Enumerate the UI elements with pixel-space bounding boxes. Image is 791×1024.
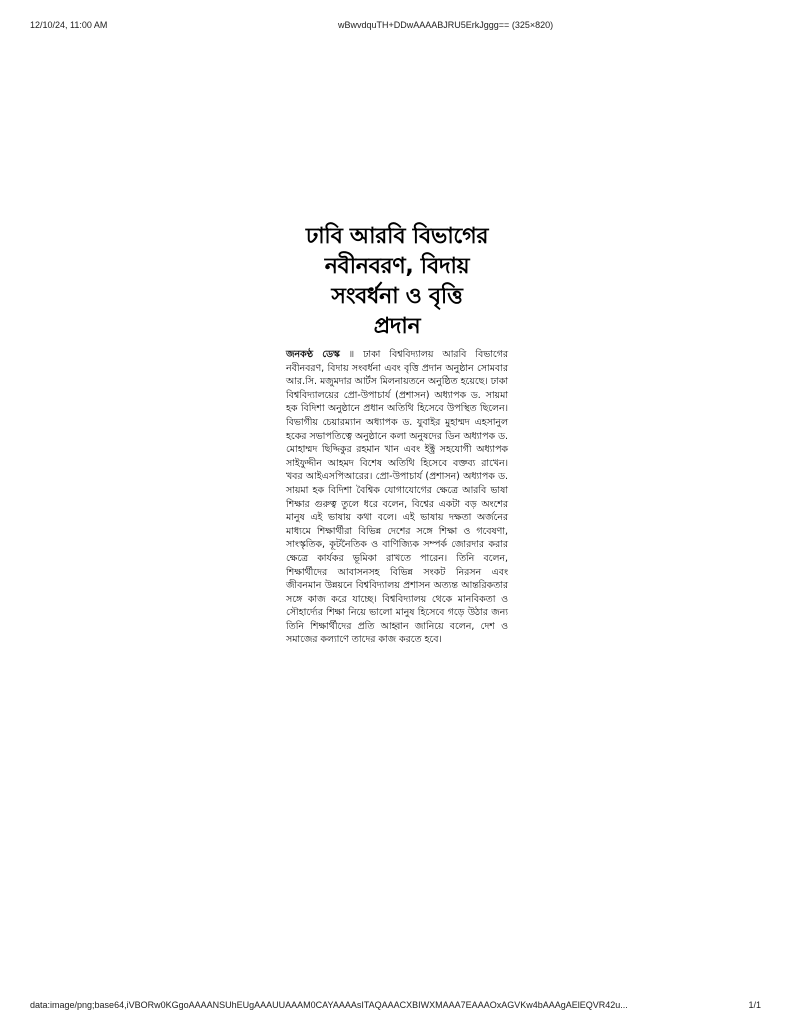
print-source-url: data:image/png;base64,iVBORw0KGgoAAAANSUhEUgAAAUUAAAM0CAYAAAAsITAQAAACXBIWXMAAA7EAAAOxAGVKw4bAAAgAElEQVR42u... <box>30 1000 628 1010</box>
newspaper-clipping <box>286 222 508 647</box>
headline-line: সংবর্ধনা ও বৃত্তি <box>331 284 463 309</box>
print-document-title: wBwvdquTH+DDwAAAABJRU5ErkJggg== (325×820) <box>338 20 554 30</box>
article-byline: জনকণ্ঠ ডেস্ক <box>286 349 340 360</box>
headline-line: নবীনবরণ, বিদায় <box>324 254 470 279</box>
print-date: 12/10/24, 11:00 AM <box>30 20 108 30</box>
print-footer <box>30 1000 761 1014</box>
print-header <box>30 20 761 34</box>
headline-line: প্রদান <box>373 314 421 339</box>
article-headline <box>286 222 508 342</box>
article-text: ঢাকা বিশ্ববিদ্যালয় আরবি বিভাগের নবীনবরণ, বিদায় সংবর্ধনা এবং বৃত্তি প্রদান অনুষ্ঠান সোমবার আর.সি. মজুমদার আর্টস মিলনায়তনে অনুষ্ঠিত হয়েছে। ঢাকা বিশ্ববিদ্যালয়ের প্রো-উপাচার্য (প্রশাসন) অধ্যাপক ড. সায়মা হক বিদিশা অনুষ্ঠানে প্রধান অতিথি হিসেবে উপস্থিত ছিলেন। বিভাগীয় চেয়ারম্যান অধ্যাপক ড. যুবাইর মুহাম্মদ এহসানুল হকের সভাপতিত্বে অনুষ্ঠানে কলা অনুষদের ডিন অধ্যাপক ড. মোহাম্মদ ছিদ্দিকুর রহমান খান এবং ইক্ট্র সহযোগী অধ্যাপক সাইফুদ্দীন আহমদ বিশেষ অতিথি হিসেবে বক্তব্য রাখেন। খবর আইএসপিআরের। প্রো-উপাচার্য (প্রশাসন) অধ্যাপক ড. সায়মা হক বিদিশা বৈশ্বিক যোগাযোগের ক্ষেত্রে আরবি ভাষা শিক্ষার গুরুত্ব তুলে ধরে বলেন, বিশ্বের একটা বড় অংশের মানুষ এই ভাষায় কথা বলে। এই ভাষায় দক্ষতা অর্জনের মাধ্যমে শিক্ষার্থীরা বিভিন্ন দেশের সঙ্গে শিক্ষা ও গবেষণা, সাংস্কৃতিক, কূটনৈতিক ও বাণিজ্যিক সম্পর্ক জোরদার করার ক্ষেত্রে কার্যকর ভূমিকা রাখতে পারেন। তিনি বলেন, শিক্ষার্থীদের আবাসনসহ বিভিন্ন সংকট নিরসন এবং জীবনমান উন্নয়নে বিশ্ববিদ্যালয় প্রশাসন অত্যন্ত আন্তরিকতার সঙ্গে কাজ করে যাচ্ছে। বিশ্ববিদ্যালয় থেকে মানবিকতা ও সৌহার্দ্যের শিক্ষা নিয়ে ভালো মানুষ হিসেবে গড়ে উঠার জন্য তিনি শিক্ষার্থীদের প্রতি আহ্বান জানিয়ে বলেন, দেশ ও সমাজের কল্যাণে তাদের কাজ করতে হবে। <box>286 349 509 646</box>
byline-separator: ॥ <box>339 349 364 360</box>
headline-line: ঢাবি আরবি বিভাগের <box>305 224 489 249</box>
print-page-number: 1/1 <box>748 1000 761 1010</box>
article-body <box>286 348 508 647</box>
